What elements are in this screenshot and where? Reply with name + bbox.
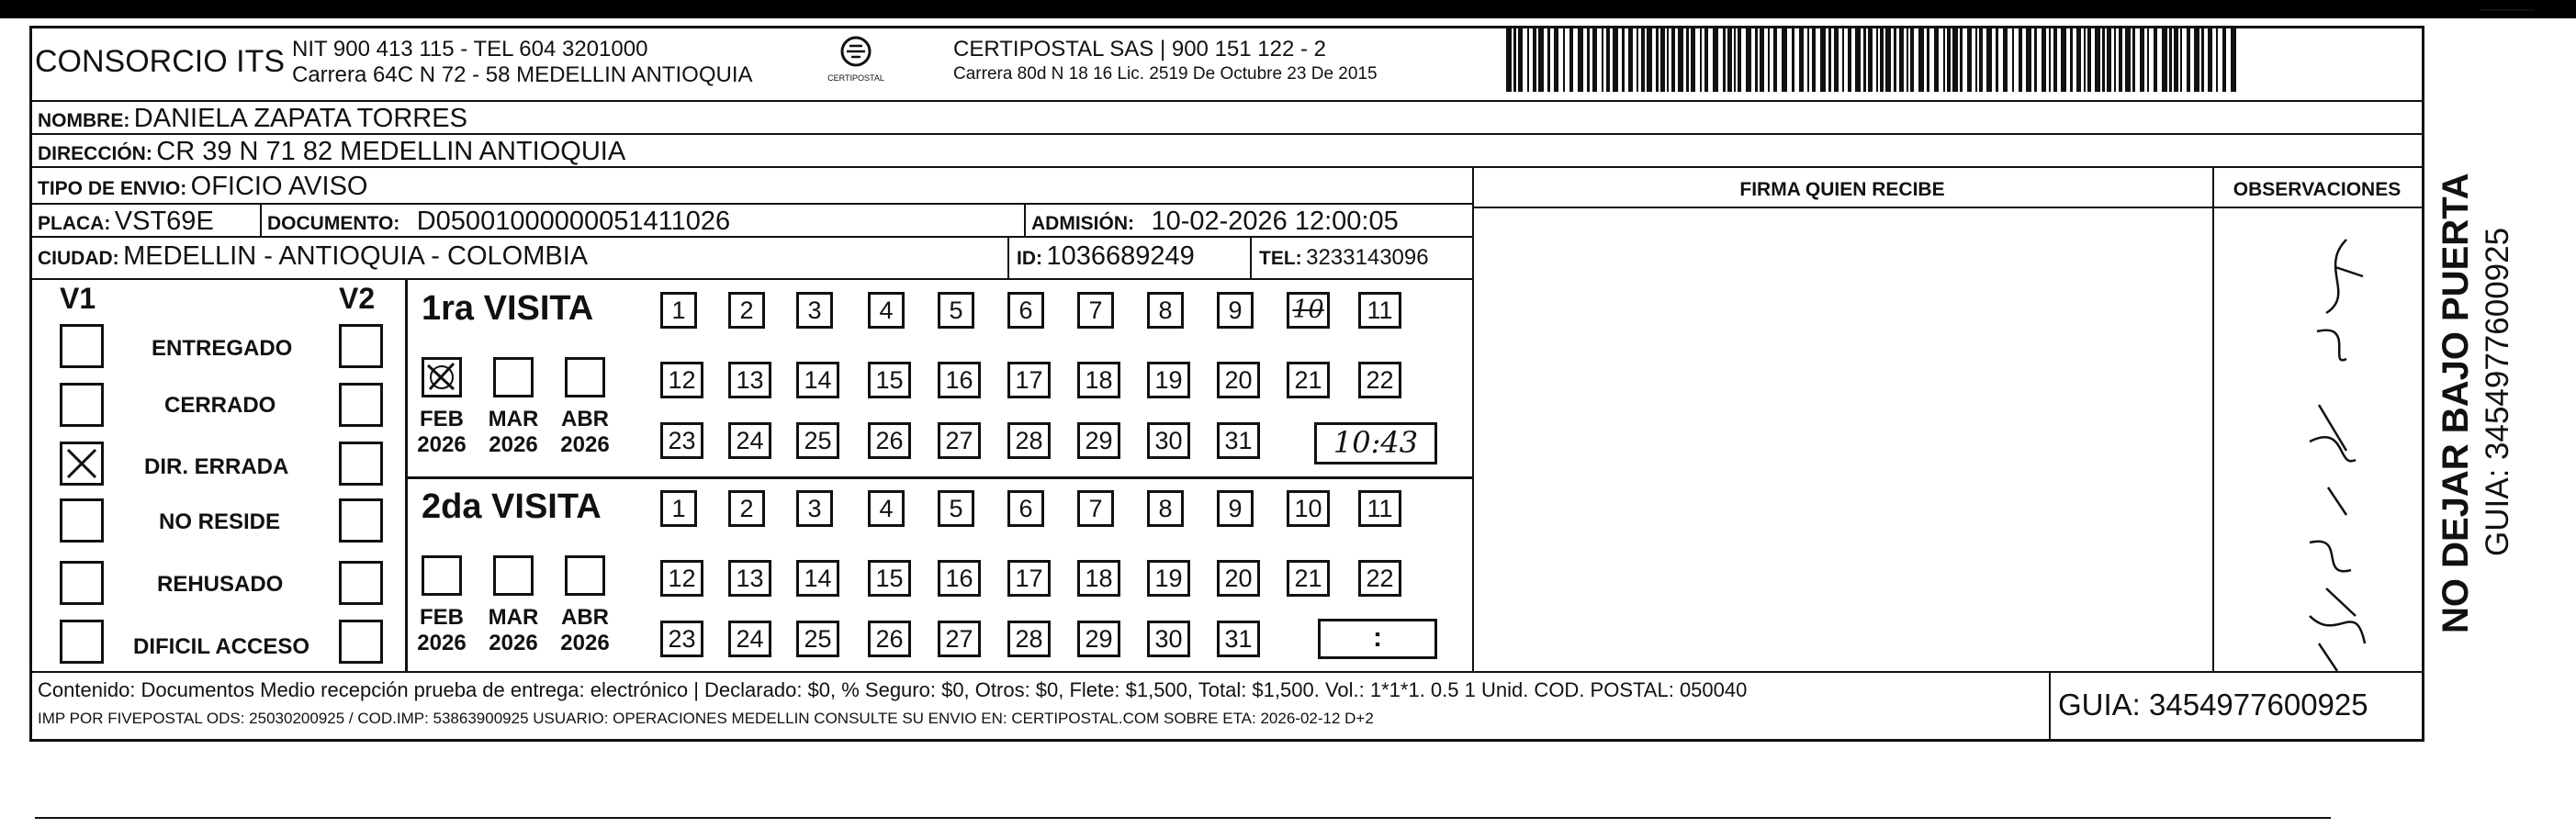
day-box-12[interactable]: 12 xyxy=(660,362,703,398)
day-box-18[interactable]: 18 xyxy=(1077,362,1120,398)
day-box-2[interactable]: 2 xyxy=(728,292,765,329)
carrier-address: Carrera 80d N 18 16 Lic. 2519 De Octubre 23 De 2015 xyxy=(953,64,1378,84)
status-label: CERRADO xyxy=(164,393,276,418)
day-box-22[interactable]: 22 xyxy=(1358,362,1401,398)
day-box-11[interactable]: 11 xyxy=(1358,490,1401,527)
rule xyxy=(2212,166,2214,671)
visit2-month-checkbox-abr[interactable] xyxy=(565,555,605,596)
id-value: 1036689249 xyxy=(1046,241,1195,271)
day-box-2[interactable]: 2 xyxy=(728,490,765,527)
carrier-name: CERTIPOSTAL SAS | 900 151 122 - 2 xyxy=(953,37,1326,62)
day-box-21[interactable]: 21 xyxy=(1287,362,1330,398)
day-box-16[interactable]: 16 xyxy=(938,362,981,398)
rule xyxy=(32,203,1472,205)
v2-checkbox-cerrado[interactable] xyxy=(339,383,383,427)
rule xyxy=(2049,671,2051,741)
day-box-4[interactable]: 4 xyxy=(868,490,905,527)
rule xyxy=(1472,207,2422,208)
day-box-31[interactable]: 31 xyxy=(1217,621,1260,657)
admision-value: 10-02-2026 12:00:05 xyxy=(1151,207,1399,236)
day-box-27[interactable]: 27 xyxy=(938,621,981,657)
day-box-10[interactable]: 10 xyxy=(1287,292,1330,329)
day-box-9[interactable]: 9 xyxy=(1217,292,1254,329)
day-box-12[interactable]: 12 xyxy=(660,560,703,597)
v1-checkbox-dir-errada[interactable] xyxy=(60,442,104,486)
placa-value: VST69E xyxy=(114,207,214,236)
v2-header: V2 xyxy=(339,282,376,315)
documento-row xyxy=(267,207,730,237)
day-box-22[interactable]: 22 xyxy=(1358,560,1401,597)
rule xyxy=(32,278,1472,280)
admision-row xyxy=(1031,207,1399,237)
v1-checkbox-no-reside[interactable] xyxy=(60,498,104,543)
placa-label: PLACA: xyxy=(38,213,111,234)
day-box-23[interactable]: 23 xyxy=(660,422,703,459)
visit1-time-box[interactable] xyxy=(1314,422,1437,464)
day-box-3[interactable]: 3 xyxy=(796,292,833,329)
handwritten-check-mark xyxy=(424,360,459,395)
day-box-15[interactable]: 15 xyxy=(868,362,911,398)
day-box-19[interactable]: 19 xyxy=(1147,362,1190,398)
rule xyxy=(1250,236,1252,278)
visit1-month-checkbox-abr[interactable] xyxy=(565,357,605,397)
bottom-rule xyxy=(35,817,2331,819)
nombre-value: DANIELA ZAPATA TORRES xyxy=(133,104,467,133)
rule xyxy=(405,278,408,671)
direccion-row xyxy=(38,137,625,167)
rule xyxy=(32,100,2422,102)
day-box-9[interactable]: 9 xyxy=(1217,490,1254,527)
side-warning: NO DEJAR BAJO PUERTA xyxy=(2435,173,2476,633)
day-box-17[interactable]: 17 xyxy=(1007,362,1051,398)
day-box-23[interactable]: 23 xyxy=(660,621,703,657)
tipo-value: OFICIO AVISO xyxy=(190,172,368,201)
v1-checkbox-cerrado[interactable] xyxy=(60,383,104,427)
day-box-11[interactable]: 11 xyxy=(1358,292,1401,329)
tel-value: 3233143096 xyxy=(1306,245,1429,270)
day-box-13[interactable]: 13 xyxy=(728,560,771,597)
v2-checkbox-dificil-acceso[interactable] xyxy=(339,620,383,664)
day-box-14[interactable]: 14 xyxy=(796,362,839,398)
day-box-28[interactable]: 28 xyxy=(1007,422,1051,459)
visit2-time-separator: : xyxy=(1373,622,1382,653)
tipo-label: TIPO DE ENVIO: xyxy=(38,178,187,199)
day-box-29[interactable]: 29 xyxy=(1077,422,1120,459)
company-nit: NIT 900 413 115 - TEL 604 3201000 xyxy=(292,37,648,62)
company-name: CONSORCIO ITS xyxy=(35,44,286,79)
day-box-7[interactable]: 7 xyxy=(1077,490,1114,527)
v1-checkbox-entregado[interactable] xyxy=(60,324,104,368)
day-box-31[interactable]: 31 xyxy=(1217,422,1260,459)
day-box-14[interactable]: 14 xyxy=(796,560,839,597)
visit2-time-box[interactable] xyxy=(1318,619,1437,659)
admision-label: ADMISIÓN: xyxy=(1031,213,1134,234)
day-box-24[interactable]: 24 xyxy=(728,422,771,459)
visit1-month-checkbox-mar[interactable] xyxy=(493,357,534,397)
day-box-27[interactable]: 27 xyxy=(938,422,981,459)
status-label: DIR. ERRADA xyxy=(144,454,289,479)
status-label: DIFICIL ACCESO xyxy=(133,634,310,659)
delivery-form xyxy=(29,26,2424,742)
observaciones-header: OBSERVACIONES xyxy=(2233,179,2402,200)
firma-header: FIRMA QUIEN RECIBE xyxy=(1739,179,1945,200)
visit1-month-checkbox-feb[interactable] xyxy=(422,357,462,397)
day-box-30[interactable]: 30 xyxy=(1147,422,1190,459)
ciudad-row xyxy=(38,241,588,272)
visit1-title: 1ra VISITA xyxy=(422,289,594,328)
handwritten-check-mark xyxy=(62,444,101,483)
placa-row xyxy=(38,207,214,237)
id-row xyxy=(1017,241,1195,272)
day-box-1[interactable]: 1 xyxy=(660,490,697,527)
day-box-15[interactable]: 15 xyxy=(868,560,911,597)
v2-checkbox-rehusado[interactable] xyxy=(339,561,383,605)
day-box-20[interactable]: 20 xyxy=(1217,362,1260,398)
day-box-18[interactable]: 18 xyxy=(1077,560,1120,597)
visit1-handwritten-time: 10:43 xyxy=(1333,425,1419,460)
tel-row xyxy=(1259,245,1429,271)
visit1-month-mar: MAR 2026 xyxy=(488,407,539,457)
visit2-title: 2da VISITA xyxy=(422,487,602,526)
day-box-8[interactable]: 8 xyxy=(1147,490,1184,527)
day-box-21[interactable]: 21 xyxy=(1287,560,1330,597)
day-box-6[interactable]: 6 xyxy=(1007,292,1044,329)
corner-mark xyxy=(2480,9,2535,11)
day-box-8[interactable]: 8 xyxy=(1147,292,1184,329)
v2-checkbox-no-reside[interactable] xyxy=(339,498,383,543)
v2-checkbox-entregado[interactable] xyxy=(339,324,383,368)
company-address: Carrera 64C N 72 - 58 MEDELLIN ANTIOQUIA xyxy=(292,62,753,87)
documento-label: DOCUMENTO: xyxy=(267,213,400,234)
day-box-19[interactable]: 19 xyxy=(1147,560,1190,597)
day-box-16[interactable]: 16 xyxy=(938,560,981,597)
tel-label: TEL: xyxy=(1259,248,1302,269)
v1-checkbox-rehusado[interactable] xyxy=(60,561,104,605)
footer-imp: IMP POR FIVEPOSTAL ODS: 25030200925 / COD.IMP: 53863900925 USUARIO: OPERACIONES MEDELLIN CONSULTE SU ENVIO EN: CERTIPOSTAL.COM SOBRE ETA: 2026-02-12 D+2 xyxy=(38,710,1374,727)
ciudad-value: MEDELLIN - ANTIOQUIA - COLOMBIA xyxy=(123,241,589,271)
day-box-5[interactable]: 5 xyxy=(938,490,974,527)
rule xyxy=(1024,203,1026,236)
day-box-3[interactable]: 3 xyxy=(796,490,833,527)
rule xyxy=(32,671,2422,673)
top-black-bar xyxy=(0,0,2576,18)
day-box-5[interactable]: 5 xyxy=(938,292,974,329)
status-label: ENTREGADO xyxy=(152,336,293,361)
rule xyxy=(1007,236,1009,278)
day-box-29[interactable]: 29 xyxy=(1077,621,1120,657)
ciudad-label: CIUDAD: xyxy=(38,248,119,269)
day-box-6[interactable]: 6 xyxy=(1007,490,1044,527)
footer-guia: GUIA: 3454977600925 xyxy=(2058,688,2368,722)
v1-header: V1 xyxy=(60,282,96,315)
id-label: ID: xyxy=(1017,248,1042,269)
direccion-label: DIRECCIÓN: xyxy=(38,143,152,164)
v2-checkbox-dir-errada[interactable] xyxy=(339,442,383,486)
day-box-25[interactable]: 25 xyxy=(796,621,839,657)
day-box-4[interactable]: 4 xyxy=(868,292,905,329)
visit2-month-feb: FEB 2026 xyxy=(417,605,467,655)
day-box-26[interactable]: 26 xyxy=(868,422,911,459)
visit1-month-abr: ABR 2026 xyxy=(560,407,610,457)
status-label: NO RESIDE xyxy=(159,509,281,534)
visit1-month-feb: FEB 2026 xyxy=(417,407,467,457)
documento-value: D05001000000051411026 xyxy=(416,207,731,236)
day-box-28[interactable]: 28 xyxy=(1007,621,1051,657)
day-box-10[interactable]: 10 xyxy=(1287,490,1330,527)
nombre-label: NOMBRE: xyxy=(38,110,130,131)
visit2-month-abr: ABR 2026 xyxy=(560,605,610,655)
direccion-value: CR 39 N 71 82 MEDELLIN ANTIOQUIA xyxy=(156,137,626,166)
visit2-month-checkbox-mar[interactable] xyxy=(493,555,534,596)
footer-content: Contenido: Documentos Medio recepción prueba de entrega: electrónico | Declarado: $0, % Seguro: $0, Otros: $0, Flete: $1,500, Total: $1,500. Vol.: 1*1*1. 0.5 1 Unid. COD. POSTAL: 050040 xyxy=(38,678,1748,701)
day-box-30[interactable]: 30 xyxy=(1147,621,1190,657)
day-box-26[interactable]: 26 xyxy=(868,621,911,657)
tipo-row xyxy=(38,172,367,202)
day-box-7[interactable]: 7 xyxy=(1077,292,1114,329)
rule xyxy=(260,203,262,236)
day-box-17[interactable]: 17 xyxy=(1007,560,1051,597)
day-box-13[interactable]: 13 xyxy=(728,362,771,398)
side-guia: GUIA: 3454977600925 xyxy=(2480,227,2515,556)
status-label: REHUSADO xyxy=(157,572,284,597)
rule xyxy=(1472,166,1474,671)
nombre-row xyxy=(38,104,467,134)
rule xyxy=(405,476,1472,479)
visit2-month-checkbox-feb[interactable] xyxy=(422,555,462,596)
day-box-25[interactable]: 25 xyxy=(796,422,839,459)
handwritten-signature xyxy=(2218,212,2420,671)
visit2-month-mar: MAR 2026 xyxy=(488,605,539,655)
day-box-1[interactable]: 1 xyxy=(660,292,697,329)
day-box-24[interactable]: 24 xyxy=(728,621,771,657)
rule xyxy=(2422,100,2424,741)
day-box-20[interactable]: 20 xyxy=(1217,560,1260,597)
logo-text: CERTIPOSTAL xyxy=(827,73,884,83)
v1-checkbox-dificil-acceso[interactable] xyxy=(60,620,104,664)
